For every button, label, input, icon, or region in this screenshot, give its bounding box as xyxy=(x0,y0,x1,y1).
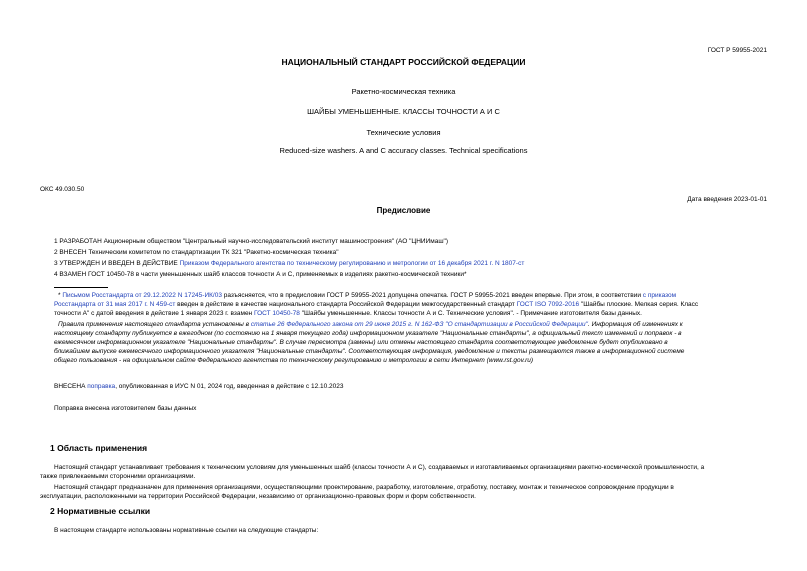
amendment-text-b: , опубликованная в ИУС N 01, 2024 год, введенная в действие с 12.10.2023 xyxy=(115,383,344,390)
section-1-p1-line2: также привлекаемыми сторонними организациями. xyxy=(40,473,196,480)
national-standard-heading: НАЦИОНАЛЬНЫЙ СТАНДАРТ РОССИЙСКОЙ ФЕДЕРАЦИИ xyxy=(281,57,526,67)
section-1-heading: 1 Область применения xyxy=(50,443,148,453)
rosstandart-letter-link[interactable]: Письмом Росстандарта от 29.12.2022 N 17245-ИК/03 xyxy=(62,292,222,299)
order-459-link-start[interactable]: с приказом xyxy=(642,292,677,299)
rules-paragraph xyxy=(54,320,768,365)
preface-item-1: 1 РАЗРАБОТАН Акционерным обществом "Центральный научно-исследовательский институт машиностроения" (АО "ЦНИИмаш") xyxy=(54,238,449,245)
amendment-line xyxy=(54,382,343,391)
preface-heading: Предисловие xyxy=(376,206,431,215)
section-1-p1-line1: Настоящий стандарт устанавливает требования к техническим условиям для уменьшенных шайб (классы точности А и С), создаваемых и изготавливаемых организациями ракетно-космической промышленности, а xyxy=(54,464,705,471)
federal-law-link[interactable]: статье 26 Федерального закона от 29 июня 2015 г. N 162-ФЗ "О стандартизации в Российской Федерации" xyxy=(250,321,588,328)
oks-code: ОКС 49.030.50 xyxy=(40,186,85,193)
rules-line-2: настоящему стандарту публикуется в ежегодном (по состоянию на 1 января текущего года) информационном указателе "Национальные стандарты", а официальный текст изменений и поправок - в xyxy=(54,330,682,337)
section-1-body xyxy=(40,463,770,501)
standard-title-en: Reduced-size washers. A and C accuracy classes. Technical specifications xyxy=(279,146,528,155)
section-2-p1: В настоящем стандарте использованы нормативные ссылки на следующие стандарты: xyxy=(54,527,319,534)
footnote-text-5: "Шайбы уменьшенные. Классы точности А и С. Технические условия". - Примечание изготовителя базы данных. xyxy=(299,310,642,317)
rules-text-b: . Информация об изменениях к xyxy=(587,321,683,328)
preface-item-3-prefix: 3 УТВЕРЖДЕН И ВВЕДЕН В ДЕЙСТВИЕ xyxy=(54,260,180,267)
gost-iso-7092-link[interactable]: ГОСТ ISO 7092-2016 xyxy=(516,301,580,308)
rules-line-3: ежемесячном информационном указателе "Национальные стандарты". В случае пересмотра (замены) или отмены настоящего стандарта соответствующее уведомление будет опубликовано в xyxy=(54,339,668,346)
footnote-text-2: введен в действие в качестве национального стандарта Российской Федерации межгосударственный стандарт xyxy=(175,301,517,308)
order-link[interactable]: Приказом Федерального агентства по техническому регулированию и метрологии от 16 декабря 2021 г. N 1807-ст xyxy=(179,260,525,267)
footnote-text-3: "Шайбы плоские. Мелкая серия. Класс xyxy=(579,301,699,308)
amendment-text-a: ВНЕСЕНА xyxy=(54,383,88,390)
rules-line-4: ближайшем выпуске ежемесячного информационного указателя "Национальные стандарты". Соответствующая информация, уведомление и тексты размещаются также в информационной системе xyxy=(54,348,685,355)
preface-item-4: 4 ВЗАМЕН ГОСТ 10450-78 в части уменьшенных шайб классов точности А и С, применяемых в изделиях ракетно-космической техники* xyxy=(54,271,467,278)
document-code: ГОСТ Р 59955-2021 xyxy=(707,47,767,54)
spec-type: Технические условия xyxy=(366,128,441,137)
order-459-link[interactable]: Росстандарта от 31 мая 2017 г. N 459-ст xyxy=(54,301,176,308)
section-2-heading: 2 Нормативные ссылки xyxy=(50,506,151,516)
preface-item-3 xyxy=(54,259,524,268)
rules-text-a: Правила применения настоящего стандарта установлены в xyxy=(58,321,251,328)
section-1-p2-line2: эксплуатации, расположенными на территории Российской Федерации, независимо от организационно-правовых форм и форм собственности. xyxy=(40,493,476,500)
footnote-text-1: разъясняется, что в предисловии ГОСТ Р 59955-2021 допущена опечатка. ГОСТ Р 59955-2021 введен впервые. При этом, в соответствии xyxy=(221,292,643,299)
rules-line-5: общего пользования - на официальном сайте Федерального агентства по техническому регулированию и метрологии в сети Интернет (www.rst.gov.ru) xyxy=(54,357,534,364)
standard-title-ru: ШАЙБЫ УМЕНЬШЕННЫЕ. КЛАССЫ ТОЧНОСТИ А И С xyxy=(307,107,500,116)
amendment-link[interactable]: поправка xyxy=(87,383,116,390)
footnote-divider xyxy=(54,287,108,288)
preface-item-2: 2 ВНЕСЕН Техническим комитетом по стандартизации ТК 321 "Ракетно-космическая техника" xyxy=(54,249,339,256)
amendment-note: Поправка внесена изготовителем базы данных xyxy=(54,405,197,412)
field-title: Ракетно-космическая техника xyxy=(351,87,456,96)
footnote-star: * xyxy=(58,292,63,299)
section-1-p2-line1: Настоящий стандарт предназначен для применения организациями, осуществляющими проектирование, разработку, изготовление, отработку, поставку, монтаж и техническое сопровождение продукции в xyxy=(54,484,674,491)
footnote-text-4: точности А" с датой введения в действие 1 января 2023 г. взамен xyxy=(54,310,254,317)
gost-10450-link[interactable]: ГОСТ 10450-78 xyxy=(253,310,300,317)
footnote xyxy=(54,291,768,318)
intro-date: Дата введения 2023-01-01 xyxy=(687,196,767,203)
